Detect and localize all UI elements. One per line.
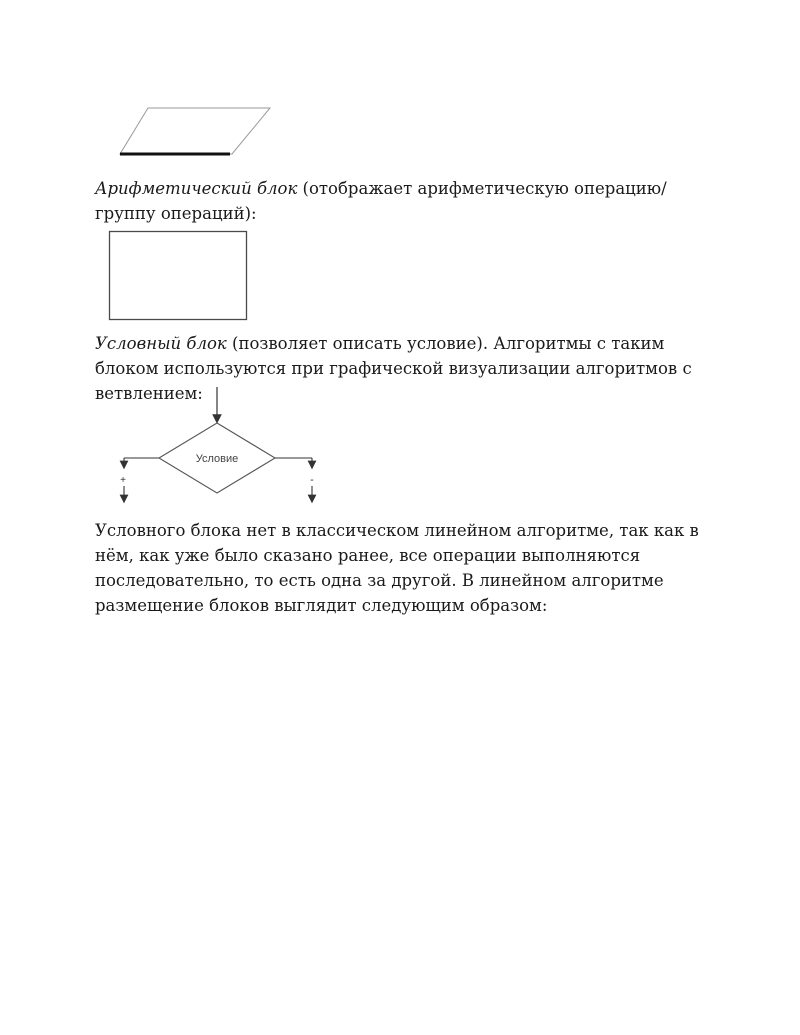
arithmetic-block-description: (отображает арифметическую операцию/группу операций): <box>95 179 667 223</box>
condition-label: Условие <box>195 453 239 465</box>
branch-false-label: - <box>310 474 314 486</box>
condition-block-description: (позволяет описать условие). Алгоритмы с таким блоком используются при графической визуализации алгоритмов с ветвлением: <box>95 334 692 403</box>
parallelogram-block-figure <box>110 100 280 162</box>
rectangle-shape <box>110 232 247 320</box>
condition-block-term: Условный блок <box>95 334 227 353</box>
arithmetic-block-paragraph <box>95 176 715 226</box>
parallelogram-shape <box>120 108 270 154</box>
arithmetic-block-term: Арифметический блок <box>95 179 298 198</box>
condition-block-figure <box>110 385 325 510</box>
linear-algorithm-paragraph: Условного блока нет в классическом линейном алгоритме, так как в нём, как уже было сказано ранее, все операции выполняются последовательно, то есть одна за другой. В линейном алгоритме размещение блоков выглядит следующим образом: <box>95 521 699 615</box>
rectangle-block-figure <box>108 230 250 324</box>
branch-true-label: + <box>120 475 126 486</box>
